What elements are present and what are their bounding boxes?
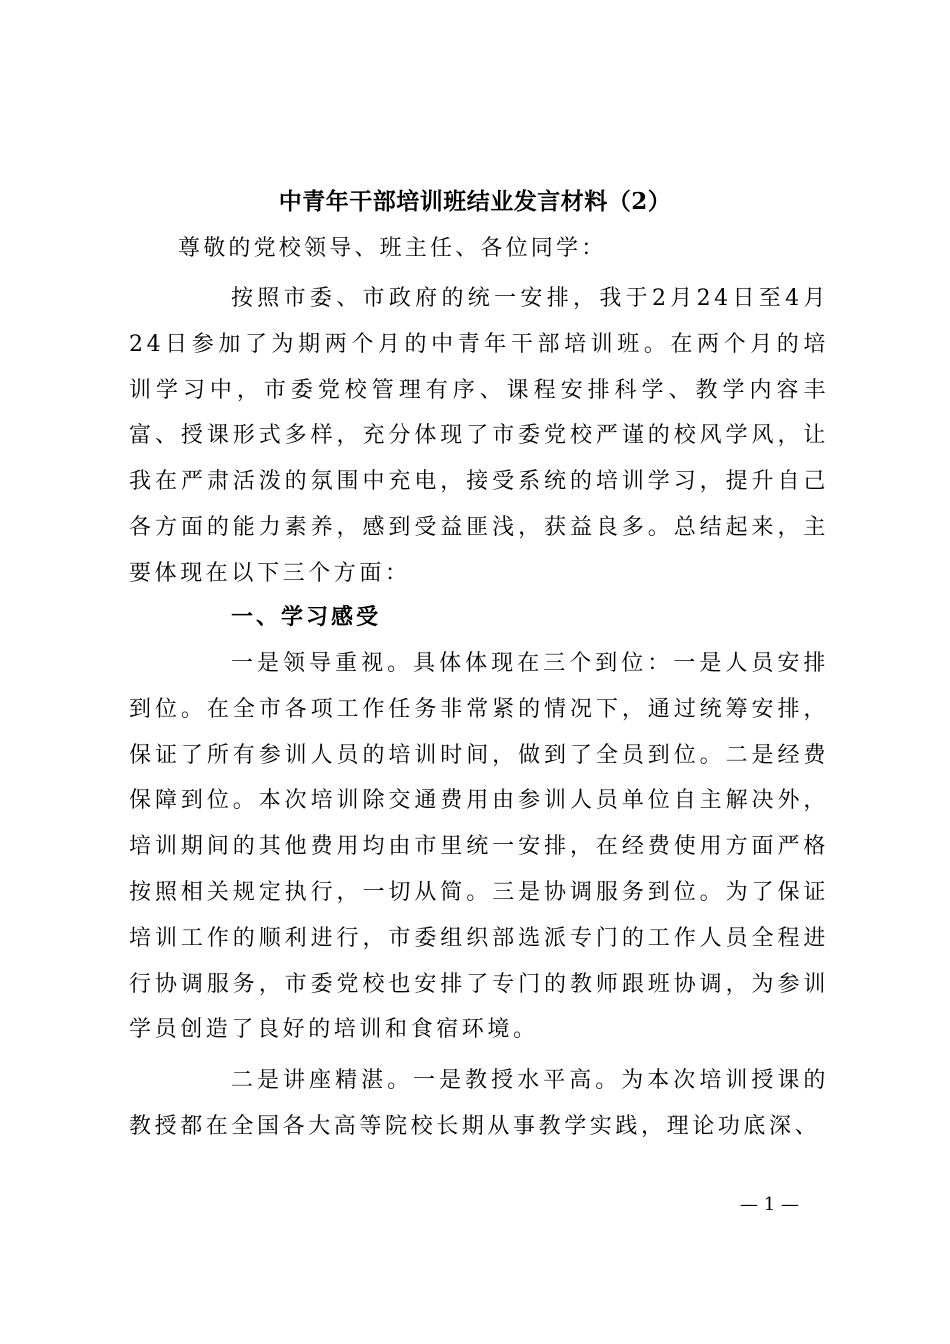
salutation: 尊敬的党校领导、班主任、各位同学： xyxy=(178,236,607,261)
section-heading: 一、学习感受 xyxy=(231,605,382,630)
leadership-paragraph: 一是领导重视。具体体现在三个到位：一是人员安排到位。在全市各项工作任务非常紧的情况下，通过统筹安排，保证了所有参训人员的培训时间，做到了全员到位。二是经费保障到位。本次培训除交通费用由参训人员单位自主解决外，培训期间的其他费用均由市里统一安排，在经费使用方面严格按照相关规定执行，一切从简。三是协调服务到位。为了保证培训工作的顺利进行，市委组织部选派专门的工作人员全程进行协调服务，市委党校也安排了专门的教师跟班协调，为参训学员创造了良好的培训和食宿环境。 xyxy=(129,651,829,1043)
intro-paragraph: 按照市委、市政府的统一安排，我于2月24日至4月24日参加了为期两个月的中青年干部培训班。在两个月的培训学习中，市委党校管理有序、课程安排科学、教学内容丰富、授课形式多样，充分体现了市委党校严谨的校风学风，让我在严肃活泼的氛围中充电，接受系统的培训学习，提升自己各方面的能力素养，感到受益匪浅，获益良多。总结起来，主要体现在以下三个方面： xyxy=(129,286,829,586)
document-title: 中青年干部培训班结业发言材料（2） xyxy=(278,188,672,215)
lectures-paragraph: 二是讲座精湛。一是教授水平高。为本次培训授课的教授都在全国各大高等院校长期从事教学实践，理论功底深、 xyxy=(129,1068,829,1139)
page-number: — 1 — xyxy=(740,1194,799,1215)
